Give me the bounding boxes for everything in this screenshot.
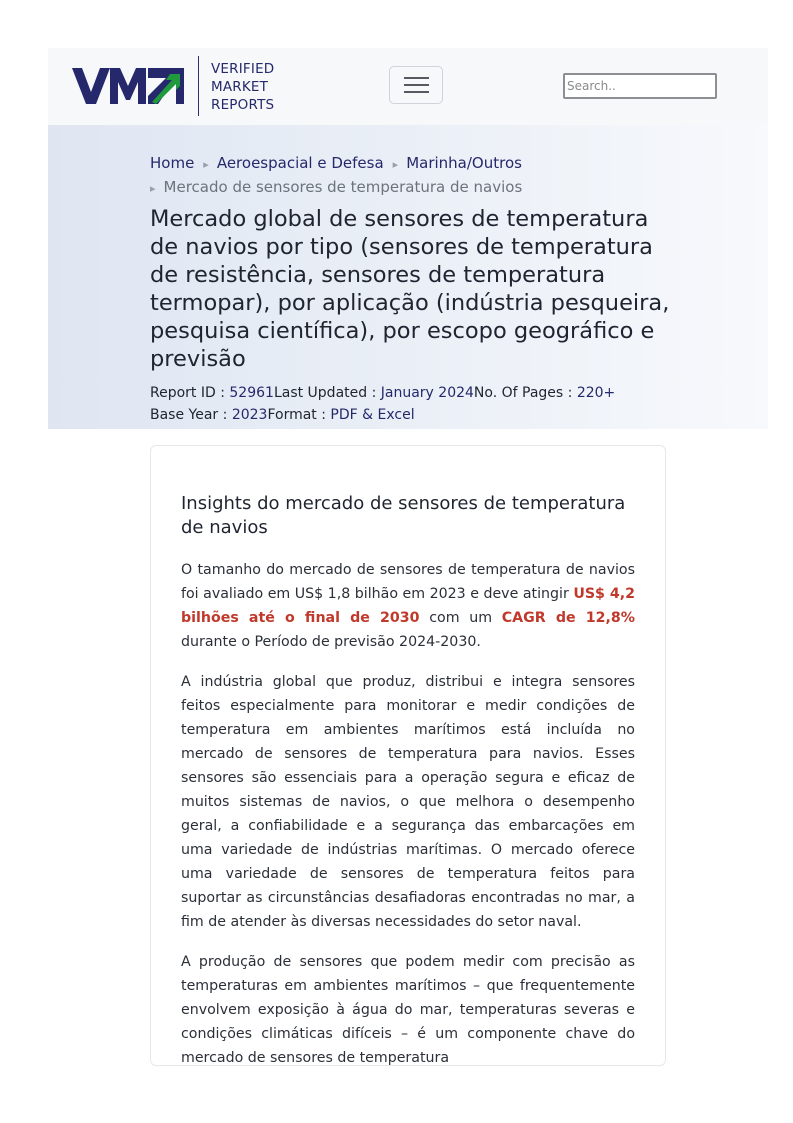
- insights-paragraph-3: A produção de sensores que podem medir com precisão as temperaturas em ambientes marítimos – que frequentemente envolvem exposição à água do mar, temperaturas severas e condições climáticas difíceis – é um componente chave do mercado de sensores de temperatura: [181, 954, 635, 1066]
- logo-line-verified: VERIFIED: [211, 61, 275, 77]
- last-updated-label: Last Updated :: [273, 385, 381, 401]
- format-label: Format :: [267, 407, 331, 423]
- hamburger-icon-line: [404, 91, 429, 93]
- insights-card: [150, 445, 666, 1066]
- report-meta-line-2: [150, 404, 615, 426]
- report-id-value: 52961: [229, 385, 274, 401]
- pages-label: No. Of Pages :: [473, 385, 577, 401]
- insights-body: [181, 558, 635, 1066]
- format-value: PDF & Excel: [330, 407, 415, 423]
- report-id-label: Report ID :: [150, 385, 230, 401]
- chevron-right-icon: ▸: [150, 182, 156, 195]
- logo-divider: [198, 56, 199, 116]
- breadcrumb-aerospace-defense[interactable]: Aeroespacial e Defesa: [216, 154, 384, 172]
- site-header: [48, 48, 768, 125]
- report-hero: [48, 125, 768, 429]
- market-size-highlight: US$ 4,2 bilhões até o final de 2030: [181, 586, 635, 626]
- p1-text-c: durante o Período de previsão 2024-2030.: [181, 634, 481, 650]
- chevron-right-icon: ▸: [392, 158, 399, 171]
- breadcrumb-current-row: [150, 175, 522, 201]
- logo-line-market: MARKET: [211, 79, 269, 95]
- menu-toggle-button[interactable]: [389, 66, 443, 104]
- report-meta-line-1: [150, 382, 615, 404]
- hamburger-icon: [404, 77, 429, 79]
- p1-text-a: O tamanho do mercado de sensores de temperatura de navios foi avaliado em US$ 1,8 bilhão em 2023 e deve atingir: [181, 562, 635, 602]
- page-title: Mercado global de sensores de temperatura de navios por tipo (sensores de temperatura de resistência, sensores de temperatura termopar), por aplicação (indústria pesqueira, pesquisa científica), por escopo geográfico e previsão: [150, 206, 670, 372]
- insights-paragraph-1: [181, 558, 635, 654]
- insights-heading: Insights do mercado de sensores de temperatura de navios: [181, 493, 626, 538]
- breadcrumb-marine-other[interactable]: Marinha/Outros: [406, 154, 522, 172]
- base-year-label: Base Year :: [150, 407, 232, 423]
- base-year-value: 2023: [231, 407, 268, 423]
- report-meta: [150, 382, 615, 426]
- last-updated-value: January 2024: [380, 385, 474, 401]
- chevron-right-icon: ▸: [203, 158, 209, 171]
- p1-text-b: com um: [419, 610, 502, 626]
- hamburger-icon-line: [404, 84, 429, 86]
- logo-line-reports: REPORTS: [211, 97, 275, 113]
- insights-paragraph-2: A indústria global que produz, distribui e integra sensores feitos especialmente para monitorar e medir condições de temperatura em ambientes marítimos está incluída no mercado de sensores de temperatura para navios. Esses sensores são essenciais para a operação segura e eficaz de muitos sistemas de navios, o que melhora o desempenho geral, a confiabilidade e a segurança das embarcações em uma variedade de indústrias marítimas. O mercado oferece uma variedade de sensores de temperatura feitos para suportar as circunstâncias desafiadoras encontradas no mar, a fim de atender às diversas necessidades do setor naval.: [181, 674, 635, 930]
- logo-wordmark[interactable]: [211, 60, 274, 114]
- pages-value: 220+: [576, 385, 616, 401]
- breadcrumb-home[interactable]: Home: [150, 154, 195, 172]
- cagr-highlight: CAGR de 12,8%: [501, 610, 635, 626]
- search-input[interactable]: [563, 73, 717, 99]
- breadcrumb-current: Mercado de sensores de temperatura de navios: [163, 178, 523, 196]
- breadcrumb: [150, 151, 670, 177]
- vmr-logo-icon[interactable]: [72, 66, 184, 106]
